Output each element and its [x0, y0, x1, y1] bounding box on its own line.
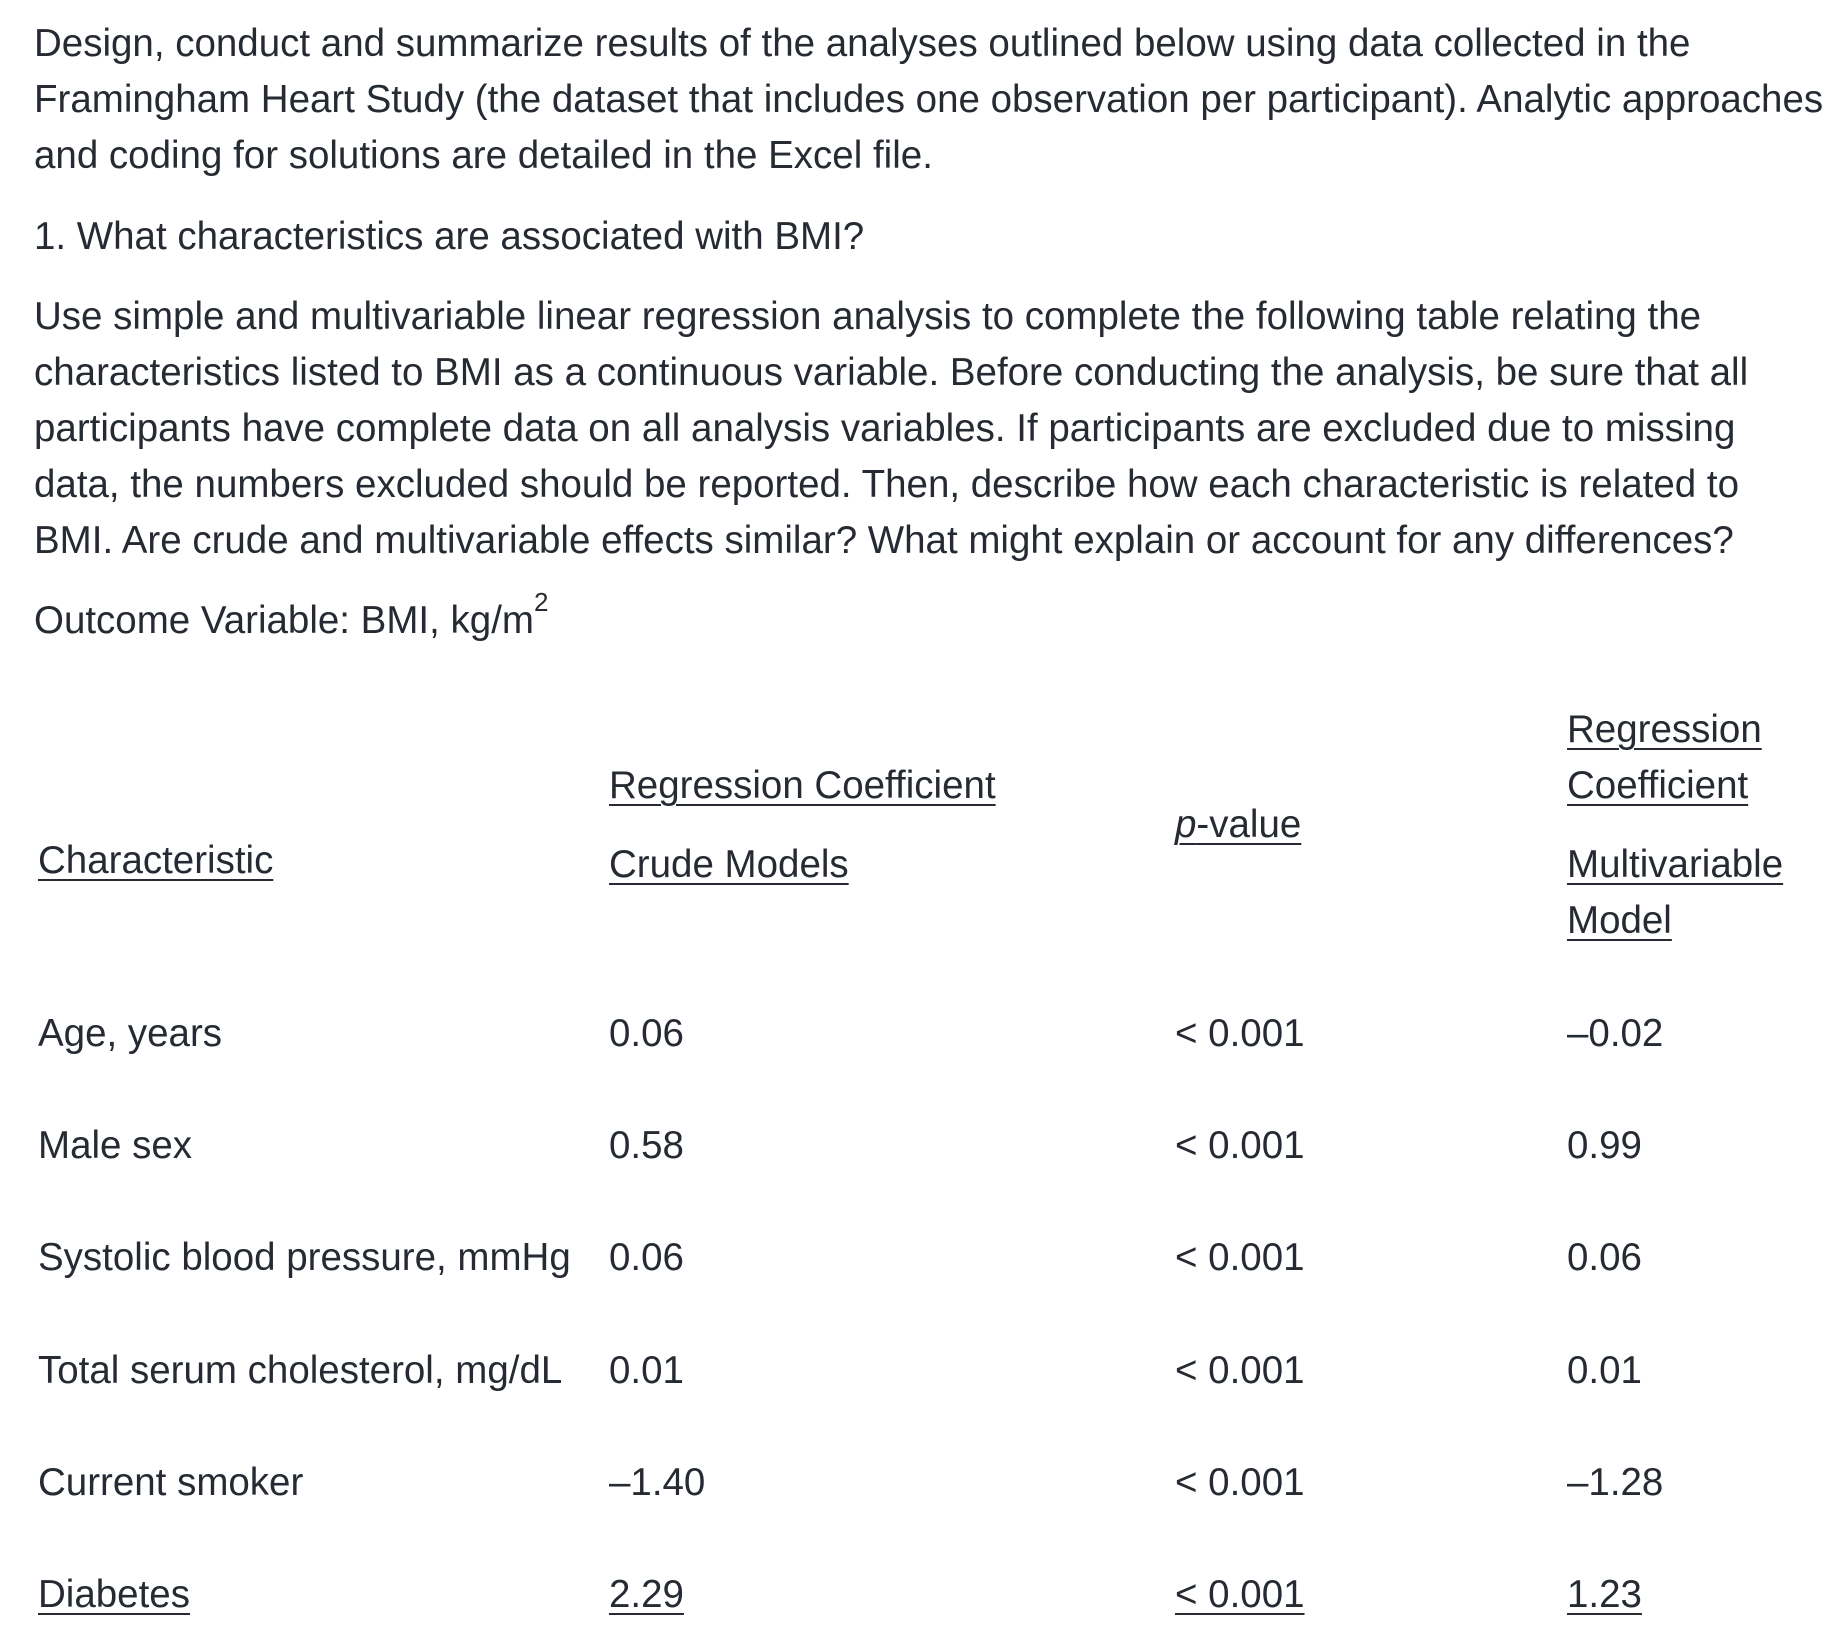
row-p-value: < 0.001	[1175, 1461, 1305, 1504]
row-p-value: < 0.001	[1175, 1012, 1305, 1055]
question-heading: 1. What characteristics are associated with BMI?	[34, 215, 865, 258]
row-characteristic: Male sex	[38, 1124, 193, 1167]
header-p-italic: p	[1175, 803, 1197, 846]
row-multi-coefficient: 0.01	[1567, 1349, 1642, 1392]
outcome-label: Outcome Variable: BMI, kg/m	[34, 599, 534, 642]
header-crude-line2: Crude Models	[609, 843, 849, 886]
row-multi-coefficient: 0.06	[1567, 1236, 1642, 1279]
header-multi-line1: Regression	[1567, 708, 1762, 751]
row-crude-coefficient: 0.06	[609, 1012, 684, 1055]
row-multi-coefficient: 0.99	[1567, 1124, 1642, 1167]
row-crude-coefficient: 2.29	[609, 1573, 684, 1616]
row-p-value: < 0.001	[1175, 1573, 1305, 1616]
row-characteristic: Systolic blood pressure, mmHg	[38, 1236, 571, 1279]
row-crude-coefficient: –1.40	[609, 1461, 706, 1504]
header-p-value	[1175, 797, 1301, 853]
row-p-value: < 0.001	[1175, 1236, 1305, 1279]
intro-paragraph: Design, conduct and summarize results of the analyses outlined below using data collected in the Framingham Heart Study (the dataset that includes one observation per participant). Analytic approaches and coding for solutions are detailed in the Excel file.	[34, 22, 1824, 177]
row-p-value: < 0.001	[1175, 1349, 1305, 1392]
row-characteristic: Diabetes	[38, 1573, 190, 1616]
row-p-value: < 0.001	[1175, 1124, 1305, 1167]
header-crude-line1: Regression Coefficient	[609, 764, 996, 807]
row-characteristic: Total serum cholesterol, mg/dL	[38, 1349, 563, 1392]
row-multi-coefficient: 1.23	[1567, 1573, 1642, 1616]
row-crude-coefficient: 0.01	[609, 1349, 684, 1392]
header-multi-line2: Coefficient	[1567, 764, 1749, 807]
row-crude-coefficient: 0.06	[609, 1236, 684, 1279]
outcome-superscript: 2	[533, 587, 549, 617]
header-multi-line3: Multivariable	[1567, 843, 1784, 886]
row-multi-coefficient: –0.02	[1567, 1012, 1664, 1055]
outcome-variable	[34, 587, 1824, 649]
instructions-paragraph: Use simple and multivariable linear regression analysis to complete the following table relating the characteristics listed to BMI as a continuous variable. Before conducting the analysis, be sure that all participants have complete data on all analysis variables. If participants are excluded due to missing data, the numbers excluded should be reported. Then, describe how each characteristic is related to BMI. Are crude and multivariable effects similar? What might explain or account for any differences?	[34, 295, 1749, 562]
header-multi-line4: Model	[1567, 899, 1672, 942]
row-characteristic: Current smoker	[38, 1461, 304, 1504]
header-characteristic: Characteristic	[38, 839, 274, 882]
row-multi-coefficient: –1.28	[1567, 1461, 1664, 1504]
row-characteristic: Age, years	[38, 1012, 223, 1055]
row-crude-coefficient: 0.58	[609, 1124, 684, 1167]
header-p-rest: -value	[1196, 803, 1302, 846]
